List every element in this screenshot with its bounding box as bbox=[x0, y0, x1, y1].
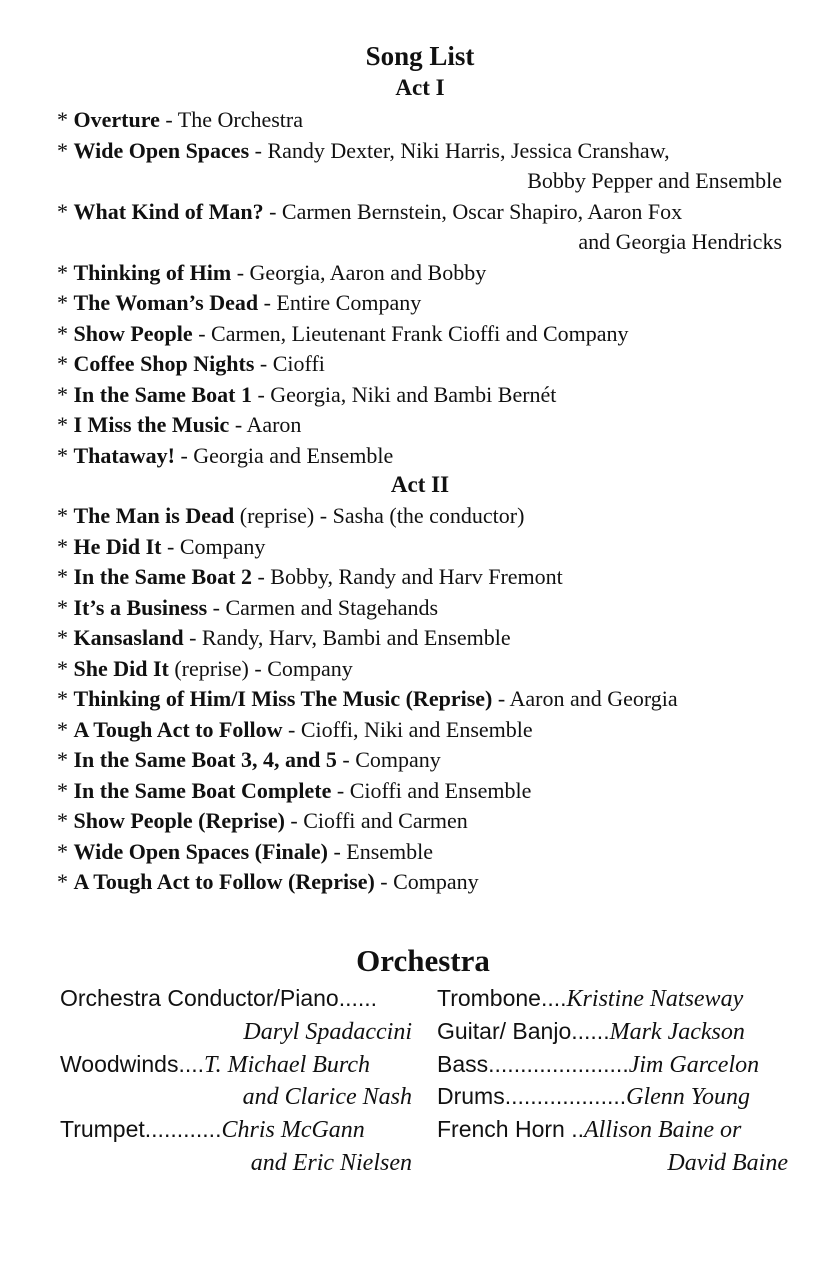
orchestra-role: Trombone.... bbox=[437, 985, 567, 1011]
song-item bbox=[57, 533, 265, 561]
bullet-asterisk: * bbox=[57, 594, 74, 620]
song-item bbox=[57, 106, 303, 134]
bullet-asterisk: * bbox=[57, 716, 74, 742]
song-item bbox=[57, 807, 468, 835]
orchestra-row bbox=[437, 982, 788, 1015]
song-item bbox=[57, 624, 511, 652]
orchestra-row bbox=[60, 1113, 412, 1146]
orchestra-member: David Baine bbox=[667, 1150, 788, 1176]
song-item bbox=[57, 502, 524, 530]
orchestra-member: Jim Garcelon bbox=[628, 1051, 760, 1078]
bullet-asterisk: * bbox=[57, 777, 74, 803]
song-title: Coffee Shop Nights bbox=[73, 351, 255, 376]
bullet-asterisk: * bbox=[57, 412, 74, 437]
song-item bbox=[57, 716, 533, 744]
bullet-asterisk: * bbox=[57, 838, 74, 864]
song-title: In the Same Boat 1 bbox=[73, 381, 252, 407]
song-performers: - Cioffi and Ensemble bbox=[331, 777, 532, 803]
song-performers: - Bobby, Randy and Harv Fremont bbox=[251, 564, 563, 589]
bullet-asterisk: * bbox=[57, 869, 74, 894]
song-performers: - Cioffi and Carmen bbox=[284, 808, 468, 833]
song-performers-continued: Bobby Pepper and Ensemble bbox=[527, 168, 782, 193]
orchestra-role: Trumpet............ bbox=[60, 1116, 222, 1143]
bullet-asterisk: * bbox=[57, 381, 74, 407]
song-item bbox=[57, 137, 670, 165]
song-item bbox=[57, 289, 421, 317]
bullet-asterisk: * bbox=[57, 259, 74, 285]
song-performers: - Company bbox=[336, 747, 441, 772]
song-title: Wide Open Spaces bbox=[73, 137, 250, 163]
song-title: Show People (Reprise) bbox=[73, 808, 285, 833]
song-title: Thinking of Him bbox=[73, 259, 232, 285]
song-item bbox=[57, 320, 629, 348]
orchestra-member: T. Michael Burch bbox=[204, 1051, 370, 1078]
song-title: In the Same Boat 3, 4, and 5 bbox=[73, 747, 337, 772]
bullet-asterisk: * bbox=[57, 107, 74, 132]
orchestra-row bbox=[437, 1113, 788, 1146]
orchestra-member: Daryl Spadaccini bbox=[243, 1018, 412, 1045]
song-title: In the Same Boat Complete bbox=[73, 777, 332, 803]
song-title: A Tough Act to Follow (Reprise) bbox=[73, 869, 375, 894]
song-performers: (reprise) - Sasha (the conductor) bbox=[234, 503, 525, 528]
orchestra-role: Orchestra Conductor/Piano...... bbox=[60, 985, 378, 1011]
orchestra-row bbox=[60, 982, 412, 1014]
song-performers: - Ensemble bbox=[327, 838, 434, 864]
orchestra-member: and Eric Nielsen bbox=[250, 1150, 412, 1176]
song-performers: - Georgia and Ensemble bbox=[174, 442, 394, 468]
bullet-asterisk: * bbox=[57, 137, 74, 163]
bullet-asterisk: * bbox=[57, 625, 74, 650]
song-performers: - Georgia, Aaron and Bobby bbox=[231, 259, 487, 285]
orchestra-role: Woodwinds.... bbox=[60, 1050, 205, 1077]
bullet-asterisk: * bbox=[57, 198, 74, 224]
orchestra-member: Chris McGann bbox=[221, 1117, 365, 1144]
bullet-asterisk: * bbox=[57, 442, 74, 468]
bullet-asterisk: * bbox=[57, 808, 74, 833]
song-title: A Tough Act to Follow bbox=[73, 716, 283, 742]
song-performers: - Carmen, Lieutenant Frank Cioffi and Company bbox=[192, 320, 629, 346]
song-item bbox=[57, 259, 486, 287]
orchestra-row bbox=[437, 1146, 788, 1179]
bullet-asterisk: * bbox=[57, 290, 74, 315]
bullet-asterisk: * bbox=[57, 564, 74, 589]
orchestra-row bbox=[60, 1015, 412, 1048]
song-performers: - The Orchestra bbox=[159, 107, 303, 132]
song-title: In the Same Boat 2 bbox=[73, 564, 252, 589]
song-item bbox=[57, 442, 393, 470]
orchestra-role: Bass...................... bbox=[437, 1050, 629, 1077]
orchestra-member: Mark Jackson bbox=[609, 1018, 745, 1045]
bullet-asterisk: * bbox=[57, 533, 74, 559]
song-title: Overture bbox=[73, 107, 160, 132]
orchestra-role: French Horn .. bbox=[437, 1116, 584, 1143]
song-item bbox=[57, 838, 433, 866]
song-performers: - Entire Company bbox=[258, 290, 422, 315]
song-title: He Did It bbox=[73, 533, 162, 559]
song-performers: - Aaron bbox=[229, 412, 302, 437]
song-item bbox=[57, 411, 301, 439]
song-item bbox=[57, 777, 531, 805]
orchestra-member: Kristine Natseway bbox=[566, 986, 744, 1012]
act-1-heading: Act I bbox=[395, 75, 445, 100]
bullet-asterisk: * bbox=[57, 351, 74, 376]
song-performers-continued: and Georgia Hendricks bbox=[578, 229, 782, 254]
song-performers: - Carmen and Stagehands bbox=[207, 594, 439, 620]
song-item bbox=[57, 381, 556, 409]
orchestra-row bbox=[60, 1080, 412, 1113]
orchestra-heading: Orchestra bbox=[356, 943, 490, 978]
orchestra-row bbox=[437, 1015, 788, 1048]
song-title: I Miss the Music bbox=[73, 412, 230, 437]
bullet-asterisk: * bbox=[57, 747, 74, 772]
song-title: Show People bbox=[73, 320, 193, 346]
song-performers: - Company bbox=[161, 533, 266, 559]
bullet-asterisk: * bbox=[57, 655, 74, 681]
song-item bbox=[57, 746, 441, 774]
song-performers: - Cioffi, Niki and Ensemble bbox=[282, 716, 533, 742]
orchestra-row bbox=[60, 1146, 412, 1179]
song-title: The Woman’s Dead bbox=[73, 290, 259, 315]
song-title: The Man is Dead bbox=[73, 503, 235, 528]
orchestra-role: Guitar/ Banjo...... bbox=[437, 1017, 610, 1044]
orchestra-row bbox=[60, 1048, 412, 1081]
song-performers: - Randy, Harv, Bambi and Ensemble bbox=[183, 625, 511, 650]
song-title: She Did It bbox=[73, 655, 169, 681]
song-performers: - Cioffi bbox=[254, 351, 325, 376]
song-item bbox=[57, 198, 682, 226]
song-title: Wide Open Spaces (Finale) bbox=[73, 838, 328, 864]
orchestra-member: Allison Baine or bbox=[584, 1117, 742, 1144]
bullet-asterisk: * bbox=[57, 503, 74, 528]
song-item bbox=[57, 350, 325, 378]
orchestra-row bbox=[437, 1048, 788, 1081]
song-performers: (reprise) - Company bbox=[168, 655, 353, 681]
song-title: Thataway! bbox=[73, 442, 175, 468]
song-title: It’s a Business bbox=[73, 594, 208, 620]
song-item bbox=[57, 868, 479, 896]
song-item bbox=[57, 685, 678, 713]
act-2-heading: Act II bbox=[390, 472, 450, 497]
orchestra-row bbox=[437, 1080, 788, 1113]
song-title: Thinking of Him/I Miss The Music (Reprise) bbox=[73, 686, 493, 711]
bullet-asterisk: * bbox=[57, 320, 74, 346]
song-performers: - Aaron and Georgia bbox=[492, 686, 678, 711]
orchestra-role: Drums................... bbox=[437, 1083, 627, 1110]
song-item bbox=[57, 563, 563, 591]
song-item bbox=[57, 594, 438, 622]
song-performers: - Carmen Bernstein, Oscar Shapiro, Aaron Fox bbox=[263, 198, 683, 224]
orchestra-member: Glenn Young bbox=[626, 1084, 750, 1111]
bullet-asterisk: * bbox=[57, 686, 74, 711]
song-item bbox=[57, 655, 353, 683]
song-performers: - Company bbox=[374, 869, 479, 894]
song-performers: - Georgia, Niki and Bambi Bernét bbox=[251, 381, 557, 407]
song-title: Kansasland bbox=[73, 625, 184, 650]
song-list-title: Song List bbox=[365, 41, 475, 71]
song-title: What Kind of Man? bbox=[73, 198, 264, 224]
song-performers: - Randy Dexter, Niki Harris, Jessica Cranshaw, bbox=[249, 137, 670, 163]
orchestra-member: and Clarice Nash bbox=[242, 1084, 412, 1111]
